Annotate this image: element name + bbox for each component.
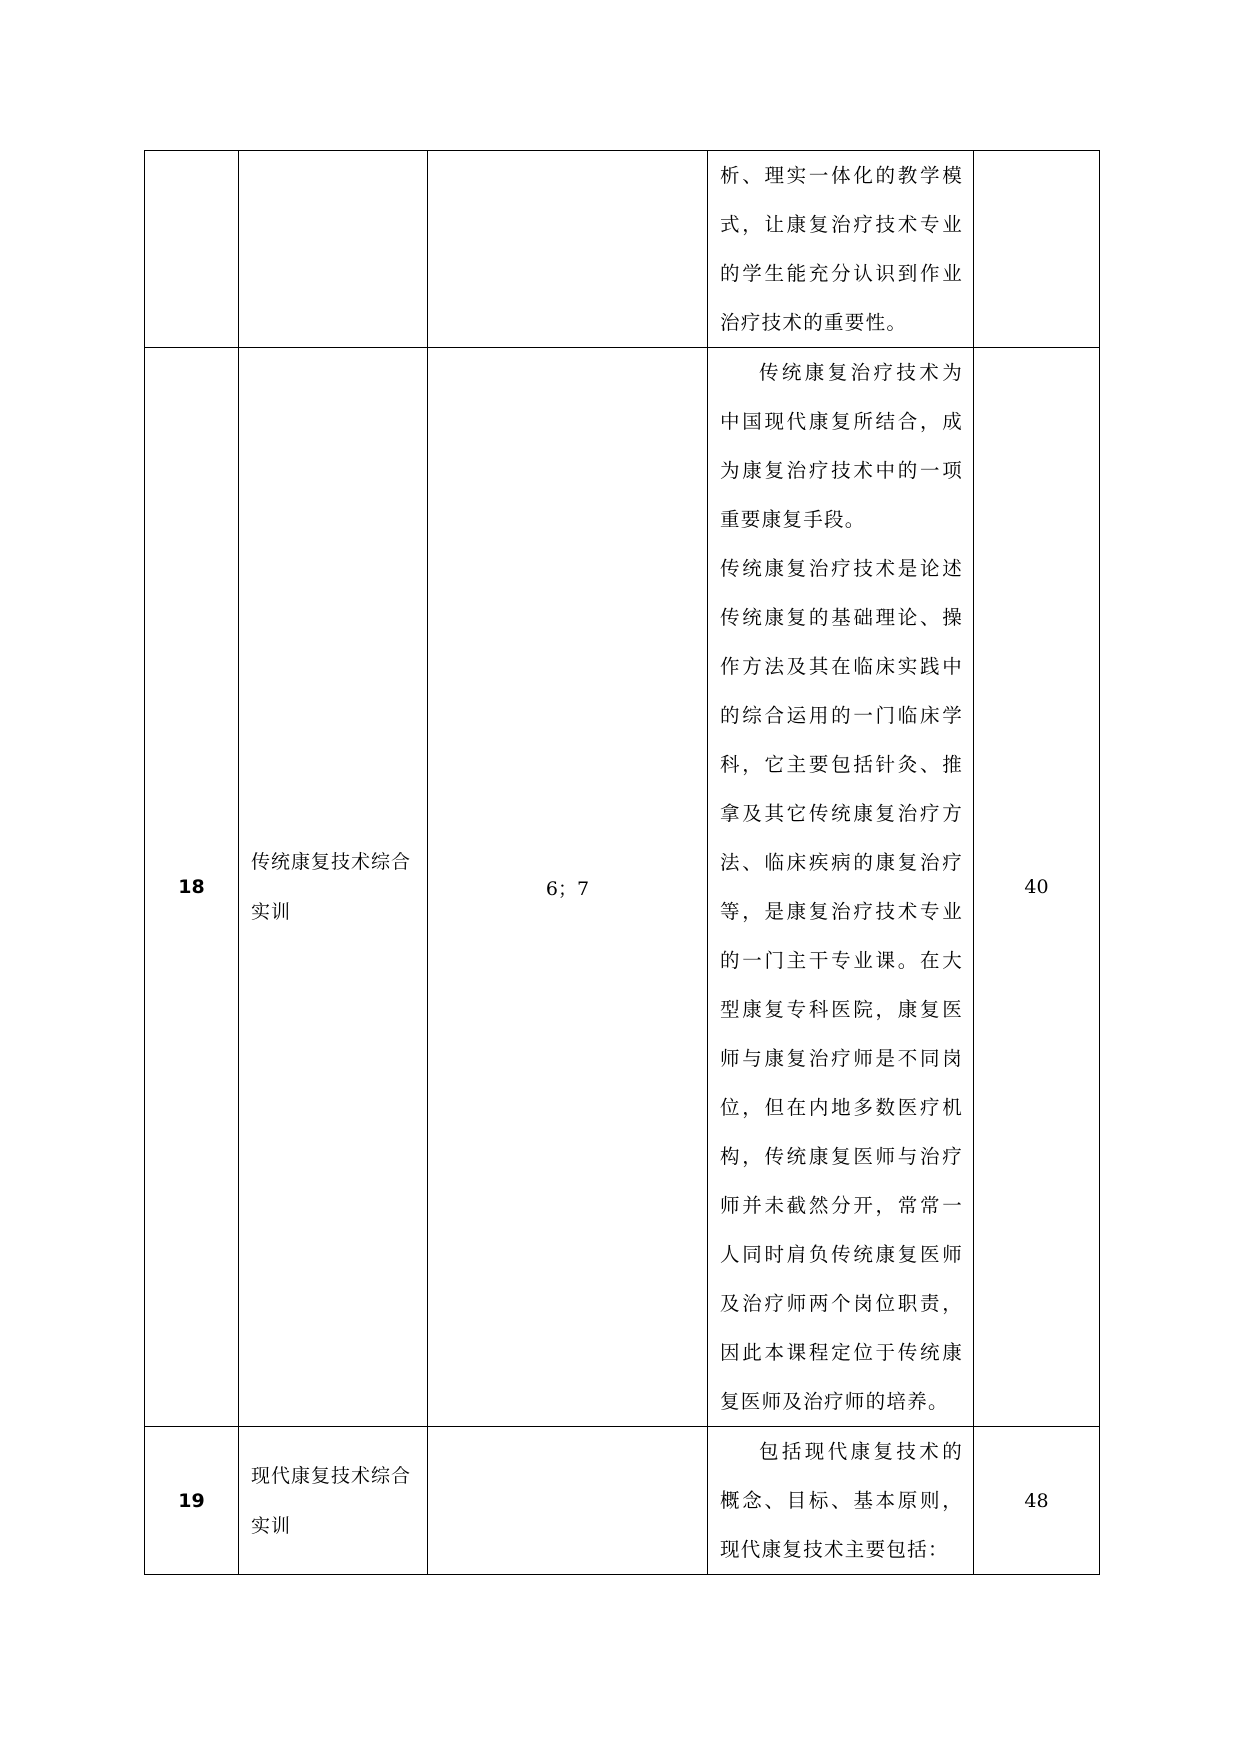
semester-cell (428, 1427, 708, 1575)
hours-cell: 40 (974, 348, 1100, 1427)
table-row-continuation (145, 151, 1100, 348)
semester-cell (428, 151, 708, 348)
hours-cell (974, 151, 1100, 348)
course-name-cell: 现代康复技术综合实训 (239, 1427, 428, 1575)
course-number-cell: 19 (145, 1427, 239, 1575)
course-name-cell (239, 151, 428, 348)
course-description-cell (708, 1427, 974, 1575)
description-paragraph: 析、理实一体化的教学模式，让康复治疗技术专业的学生能充分认识到作业治疗技术的重要性。 (720, 164, 963, 334)
semester-cell: 6；7 (428, 348, 708, 1427)
description-paragraph: 传统康复治疗技术为中国现代康复所结合，成为康复治疗技术中的一项重要康复手段。 (720, 361, 963, 531)
description-paragraph: 包括现代康复技术的概念、目标、基本原则，现代康复技术主要包括： (720, 1440, 963, 1561)
table-row-18 (145, 348, 1100, 1427)
course-description-cell (708, 348, 974, 1427)
course-number-cell: 18 (145, 348, 239, 1427)
course-name-cell: 传统康复技术综合实训 (239, 348, 428, 1427)
course-table (144, 150, 1100, 1575)
hours-cell: 48 (974, 1427, 1100, 1575)
table-row-19 (145, 1427, 1100, 1575)
course-number-cell (145, 151, 239, 348)
description-paragraph: 传统康复治疗技术是论述传统康复的基础理论、操作方法及其在临床实践中的综合运用的一门临床学科，它主要包括针灸、推拿及其它传统康复治疗方法、临床疾病的康复治疗等，是康复治疗技术专业的一门主干专业课。在大型康复专科医院，康复医师与康复治疗师是不同岗位，但在内地多数医疗机构，传统康复医师与治疗师并未截然分开，常常一人同时肩负传统康复医师及治疗师两个岗位职责，因此本课程定位于传统康复医师及治疗师的培养。 (720, 557, 963, 1413)
course-description-cell (708, 151, 974, 348)
